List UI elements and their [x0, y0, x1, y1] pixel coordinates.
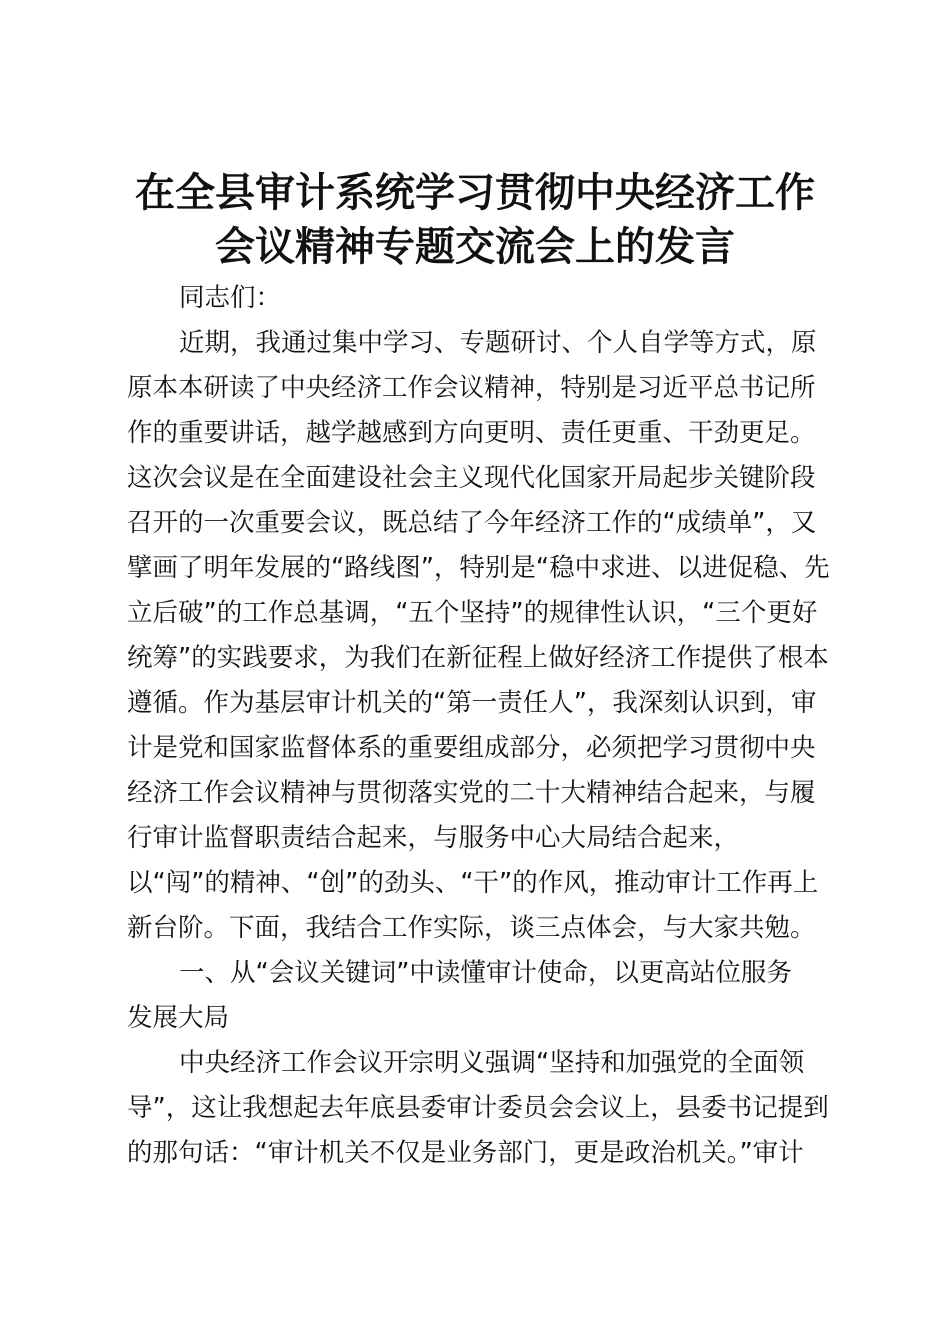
paragraph-1-line-5: 召开的一次重要会议，既总结了今年经济工作的“成绩单”，又: [127, 508, 817, 538]
paragraph-1-line-3: 作的重要讲话，越学越感到方向更明、责任更重、干劲更足。: [127, 418, 816, 448]
document-title: [100, 166, 850, 274]
paragraph-2-line-1: 中央经济工作会议开宗明义强调“坚持和加强党的全面领: [179, 1048, 805, 1078]
section-heading-line-2: 发展大局: [127, 1003, 230, 1033]
paragraph-1-line-10: 计是党和国家监督体系的重要组成部分，必须把学习贯彻中央: [127, 733, 816, 763]
paragraph-1-line-7: 立后破”的工作总基调，“五个坚持”的规律性认识，“三个更好: [127, 598, 818, 628]
paragraph-1-line-6: 擘画了明年发展的“路线图”，特别是“稳中求进、以进促稳、先: [127, 553, 830, 583]
section-heading-line-1: 一、从“会议关键词”中读懂审计使命，以更高站位服务: [179, 958, 792, 988]
title-line-1: 在全县审计系统学习贯彻中央经济工作: [135, 169, 815, 216]
paragraph-1-line-9: 遵循。作为基层审计机关的“第一责任人”，我深刻认识到，审: [127, 688, 817, 718]
salutation: 同志们：: [179, 283, 282, 313]
paragraph-1-line-2: 原本本研读了中央经济工作会议精神，特别是习近平总书记所: [127, 373, 816, 403]
paragraph-2-line-3: 的那句话：“审计机关不仅是业务部门，更是政治机关。”审计: [127, 1138, 804, 1168]
paragraph-1-line-4: 这次会议是在全面建设社会主义现代化国家开局起步关键阶段: [127, 463, 816, 493]
paragraph-1-line-1: 近期，我通过集中学习、专题研讨、个人自学等方式，原: [179, 328, 817, 358]
paragraph-1-line-11: 经济工作会议精神与贯彻落实党的二十大精神结合起来，与履: [127, 778, 816, 808]
paragraph-1-line-8: 统筹”的实践要求，为我们在新征程上做好经济工作提供了根本: [127, 643, 829, 673]
paragraph-1-line-12: 行审计监督职责结合起来，与服务中心大局结合起来，: [127, 823, 740, 853]
paragraph-1-line-13: 以“闯”的精神、“创”的劲头、“干”的作风，推动审计工作再上: [127, 868, 819, 898]
paragraph-2-line-2: 导”，这让我想起去年底县委审计委员会会议上，县委书记提到: [127, 1093, 829, 1123]
paragraph-1-line-14: 新台阶。下面，我结合工作实际，谈三点体会，与大家共勉。: [127, 913, 816, 943]
title-line-2: 会议精神专题交流会上的发言: [215, 223, 735, 270]
